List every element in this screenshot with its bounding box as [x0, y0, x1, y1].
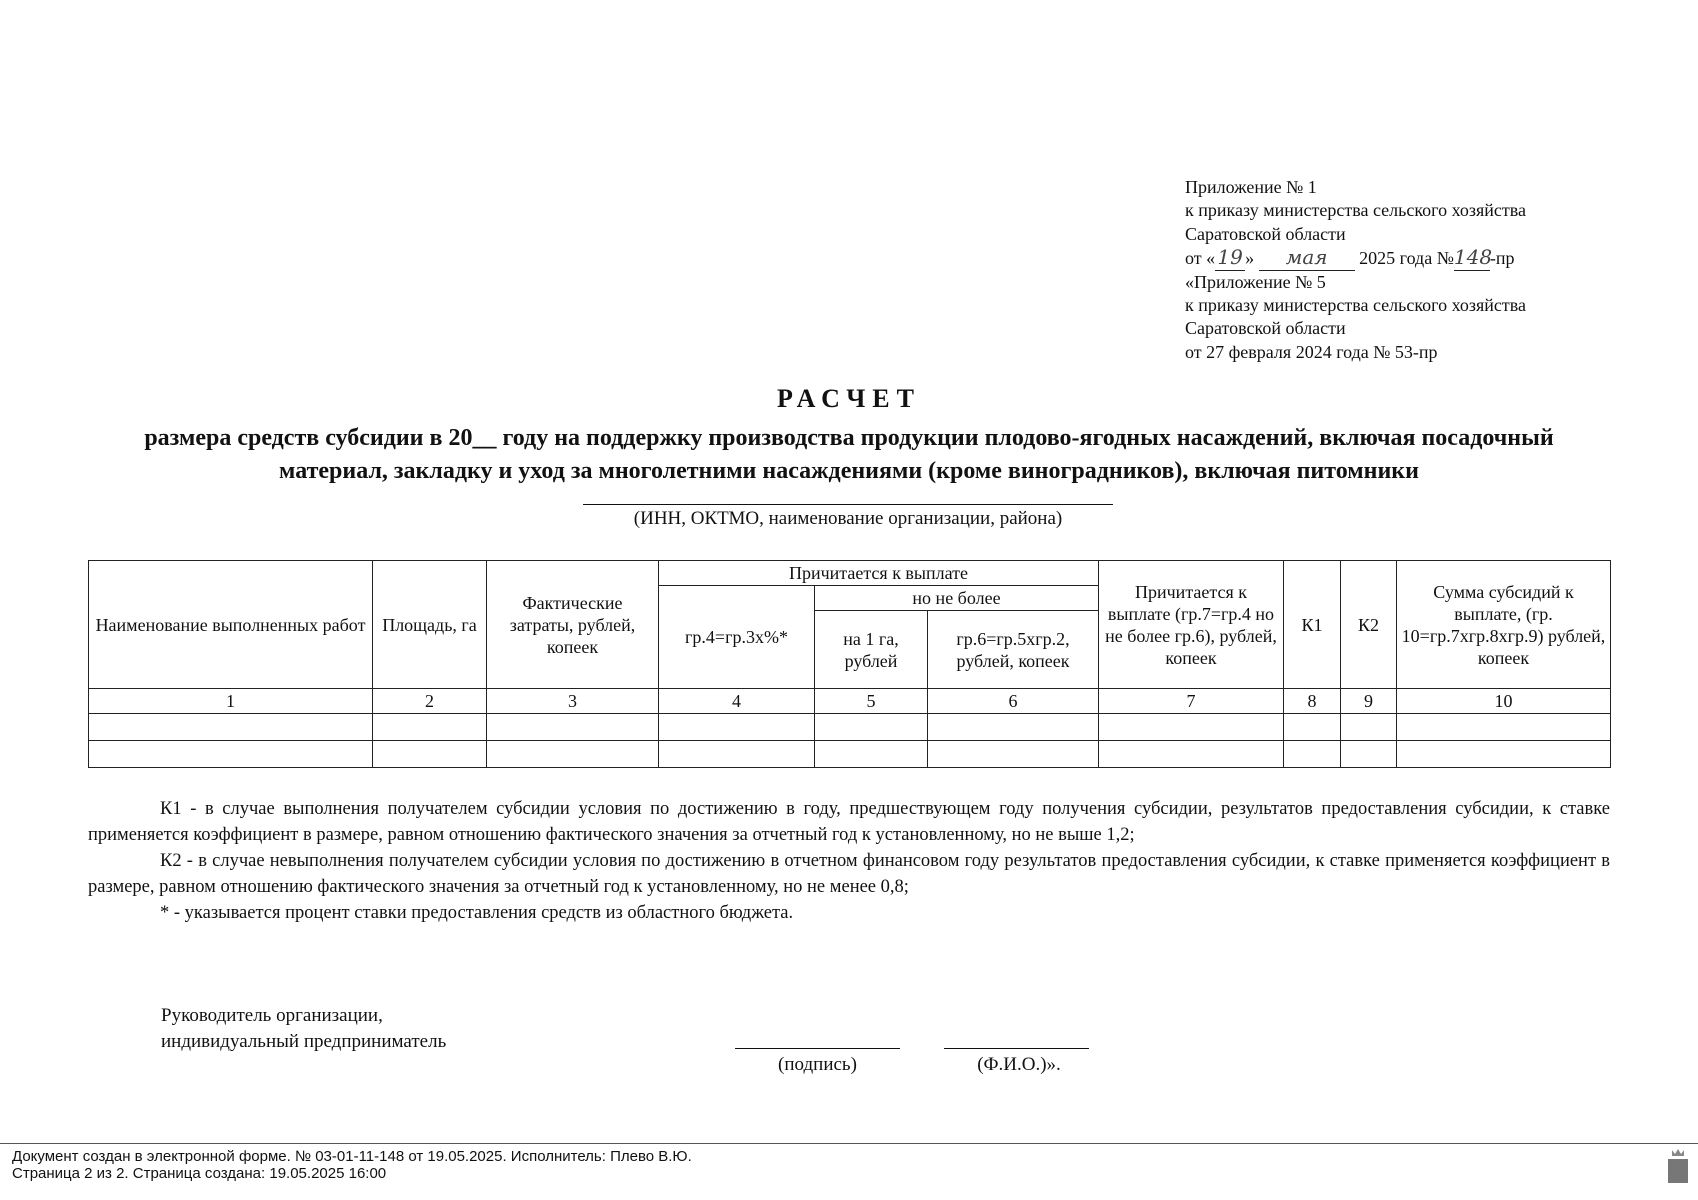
table-row [89, 741, 1611, 768]
document-subtitle: размера средств субсидии в 20__ году на поддержку производства продукции плодово-ягодных насаждений, включая посадочный материал, закладку и уход за многолетними насаждениями (кроме виноградников), включая питомники [144, 425, 1554, 484]
table-cell [1099, 741, 1284, 768]
signer-line-1: Руководитель организации, [161, 1005, 383, 1026]
footer [12, 1148, 692, 1182]
signature-caption: (подпись) [778, 1054, 857, 1075]
header-k2: К2 [1341, 561, 1397, 689]
col-number: 6 [928, 689, 1099, 714]
table-row [89, 714, 1611, 741]
organization-fill-line [583, 504, 1113, 505]
header-not-more: но не более [815, 586, 1099, 611]
note-k2: К2 - в случае невыполнения получателем субсидии условия по достижению в отчетном финансовом году результатов предоставления субсидии, к ставке применяется коэффициент в размере, равном отношению фактического значения за отчетный год к установленному, но не менее 0,8; [88, 851, 1610, 897]
col-number: 8 [1284, 689, 1341, 714]
document-title: РАСЧЕТ [777, 384, 921, 413]
header-k1: К1 [1284, 561, 1341, 689]
table-cell [89, 714, 373, 741]
appendix-line-5: «Приложение № 5 [1185, 271, 1326, 292]
table-cell [1397, 741, 1611, 768]
table-cell [659, 714, 815, 741]
col-number: 1 [89, 689, 373, 714]
col-number: 10 [1397, 689, 1611, 714]
appendix-line-7: Саратовской области [1185, 318, 1346, 339]
header-col4: гр.4=гр.3х%* [659, 586, 815, 689]
table-cell [373, 741, 487, 768]
table-cell [1099, 714, 1284, 741]
name-caption: (Ф.И.О.)». [977, 1054, 1061, 1075]
note-k1: К1 - в случае выполнения получателем субсидии условия по достижению в году, предшествующем году получения субсидии, результатов предоставления субсидии, к ставке применяется коэффициент в размере, равном отношению фактического значения за отчетный год к установленному, но не выше 1,2; [88, 799, 1610, 845]
header-works: Наименование выполненных работ [89, 561, 373, 689]
col-number: 7 [1099, 689, 1284, 714]
header-col6: гр.6=гр.5хгр.2, рублей, копеек [928, 611, 1099, 689]
table-cell [1341, 714, 1397, 741]
notes-block [88, 796, 1610, 926]
table-cell [89, 741, 373, 768]
appendix-block [1185, 176, 1665, 364]
table-cell [659, 741, 815, 768]
subsidy-calculation-table [88, 560, 1611, 768]
col-number: 5 [815, 689, 928, 714]
table-cell [487, 714, 659, 741]
handwritten-order-number: 148 [1453, 245, 1493, 270]
footer-divider [0, 1143, 1698, 1144]
footer-line-2: Страница 2 из 2. Страница создана: 19.05.2025 16:00 [12, 1165, 387, 1182]
table-cell [1397, 714, 1611, 741]
name-fill-line [944, 1048, 1089, 1049]
col-number: 9 [1341, 689, 1397, 714]
header-col10: Сумма субсидий к выплате, (гр. 10=гр.7хгр.8хгр.9) рублей, копеек [1397, 561, 1611, 689]
col-number: 4 [659, 689, 815, 714]
header-costs: Фактические затраты, рублей, копеек [487, 561, 659, 689]
organization-caption: (ИНН, ОКТМО, наименование организации, района) [633, 508, 1063, 529]
emblem-icon [1666, 1148, 1690, 1184]
table-cell [373, 714, 487, 741]
table-cell [815, 741, 928, 768]
header-col5: на 1 га, рублей [815, 611, 928, 689]
table-cell [1284, 741, 1341, 768]
column-numbers-row [89, 689, 1611, 714]
footer-line-1: Документ создан в электронной форме. № 03-01-11-148 от 19.05.2025. Исполнитель: Плево В.Ю. [12, 1148, 692, 1165]
signer-block [161, 1003, 446, 1055]
table-cell [928, 714, 1099, 741]
handwritten-day: 19 [1215, 246, 1245, 270]
table-cell [1284, 714, 1341, 741]
appendix-line-2: к приказу министерства сельского хозяйства [1185, 200, 1527, 221]
header-area: Площадь, га [373, 561, 487, 689]
header-due: Причитается к выплате [659, 561, 1099, 586]
handwritten-month: мая [1259, 246, 1355, 270]
signature-fill-line [735, 1048, 900, 1049]
table-cell [815, 714, 928, 741]
appendix-line-1: Приложение № 1 [1185, 177, 1317, 197]
appendix-line-6: к приказу министерства сельского хозяйства [1185, 295, 1527, 316]
table-cell [928, 741, 1099, 768]
table-cell [487, 741, 659, 768]
appendix-line-3: Саратовской области [1185, 223, 1346, 244]
col-number: 2 [373, 689, 487, 714]
header-col7: Причитается к выплате (гр.7=гр.4 но не более гр.6), рублей, копеек [1099, 561, 1284, 689]
appendix-date-line: от « 19 » мая 2025 года №148-пр [1185, 245, 1515, 270]
table-cell [1341, 741, 1397, 768]
signer-line-2: индивидуальный предприниматель [161, 1031, 447, 1052]
note-star: * - указывается процент ставки предоставления средств из областного бюджета. [160, 903, 794, 923]
appendix-line-8: от 27 февраля 2024 года № 53-пр [1185, 341, 1438, 362]
col-number: 3 [487, 689, 659, 714]
